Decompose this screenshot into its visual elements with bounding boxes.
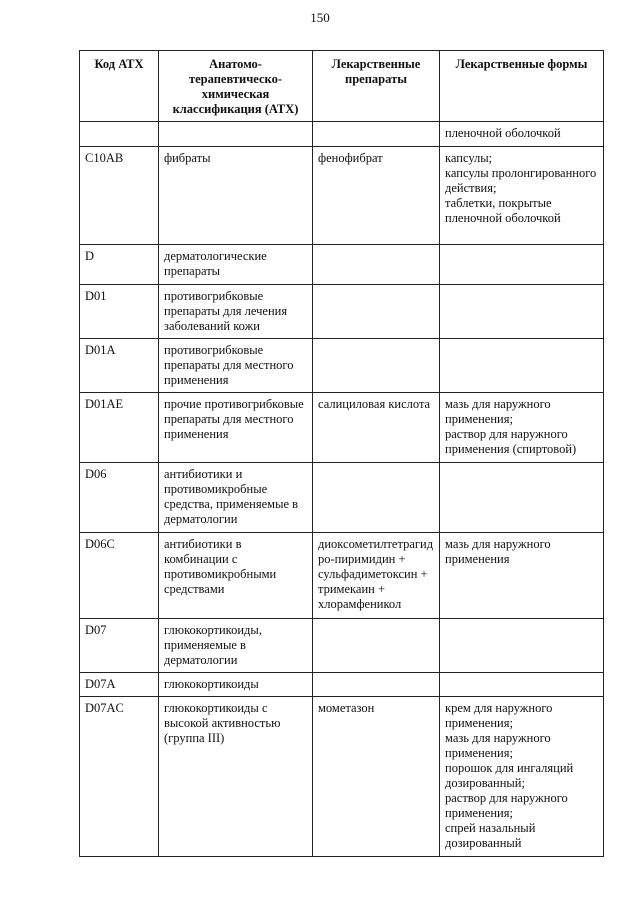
cell-forms: крем для наружного применения; мазь для наружного применения; порошок для ингаляций дозированный; раствор для наружного применения; спрей назальный дозированный (440, 697, 604, 857)
cell-code: D (80, 245, 159, 285)
cell-classification: антибиотики в комбинации с противомикробными средствами (159, 533, 313, 619)
cell-code (80, 122, 159, 147)
cell-drug (313, 619, 440, 673)
cell-classification: противогрибковые препараты для лечения заболеваний кожи (159, 285, 313, 339)
cell-drug (313, 339, 440, 393)
cell-drug (313, 285, 440, 339)
table-row (80, 245, 604, 285)
cell-code: D06C (80, 533, 159, 619)
table-row (80, 147, 604, 245)
table-row (80, 697, 604, 857)
page-number: 150 (310, 10, 330, 25)
cell-drug: диоксометилтетрагидро-пиримидин + сульфадиметоксин + тримекаин + хлорамфеникол (313, 533, 440, 619)
cell-drug (313, 673, 440, 697)
table-row (80, 673, 604, 697)
cell-drug (313, 122, 440, 147)
table-row (80, 533, 604, 619)
cell-classification: глюкокортикоиды, применяемые в дерматологии (159, 619, 313, 673)
cell-classification: противогрибковые препараты для местного применения (159, 339, 313, 393)
cell-drug: салициловая кислота (313, 393, 440, 463)
header-classification: Анатомо-терапевтическо-химическая классификация (АТХ) (159, 51, 313, 122)
table-row (80, 122, 604, 147)
cell-forms (440, 619, 604, 673)
table-row (80, 339, 604, 393)
cell-drug (313, 463, 440, 533)
cell-forms: капсулы; капсулы пролонгированного действия; таблетки, покрытые пленочной оболочкой (440, 147, 604, 245)
table-row (80, 463, 604, 533)
cell-forms (440, 245, 604, 285)
cell-forms (440, 339, 604, 393)
cell-forms (440, 285, 604, 339)
cell-code: D07A (80, 673, 159, 697)
cell-forms: мазь для наружного применения; раствор для наружного применения (спиртовой) (440, 393, 604, 463)
header-drugs: Лекарственные препараты (313, 51, 440, 122)
cell-drug: фенофибрат (313, 147, 440, 245)
cell-forms (440, 673, 604, 697)
cell-code: D07AC (80, 697, 159, 857)
cell-classification: фибраты (159, 147, 313, 245)
cell-code: C10AB (80, 147, 159, 245)
cell-forms (440, 463, 604, 533)
cell-code: D01 (80, 285, 159, 339)
cell-classification (159, 122, 313, 147)
cell-code: D01A (80, 339, 159, 393)
cell-classification: антибиотики и противомикробные средства, применяемые в дерматологии (159, 463, 313, 533)
cell-forms: пленочной оболочкой (440, 122, 604, 147)
header-forms: Лекарственные формы (440, 51, 604, 122)
cell-code: D01AE (80, 393, 159, 463)
cell-classification: прочие противогрибковые препараты для местного применения (159, 393, 313, 463)
cell-drug: мометазон (313, 697, 440, 857)
cell-classification: глюкокортикоиды (159, 673, 313, 697)
table-header-row (80, 51, 604, 122)
cell-code: D07 (80, 619, 159, 673)
cell-forms: мазь для наружного применения (440, 533, 604, 619)
cell-code: D06 (80, 463, 159, 533)
table-row (80, 619, 604, 673)
cell-classification: дерматологические препараты (159, 245, 313, 285)
cell-drug (313, 245, 440, 285)
table-row (80, 393, 604, 463)
table-row (80, 285, 604, 339)
header-code: Код АТХ (80, 51, 159, 122)
atx-table (79, 50, 604, 857)
cell-classification: глюкокортикоиды с высокой активностью (группа III) (159, 697, 313, 857)
